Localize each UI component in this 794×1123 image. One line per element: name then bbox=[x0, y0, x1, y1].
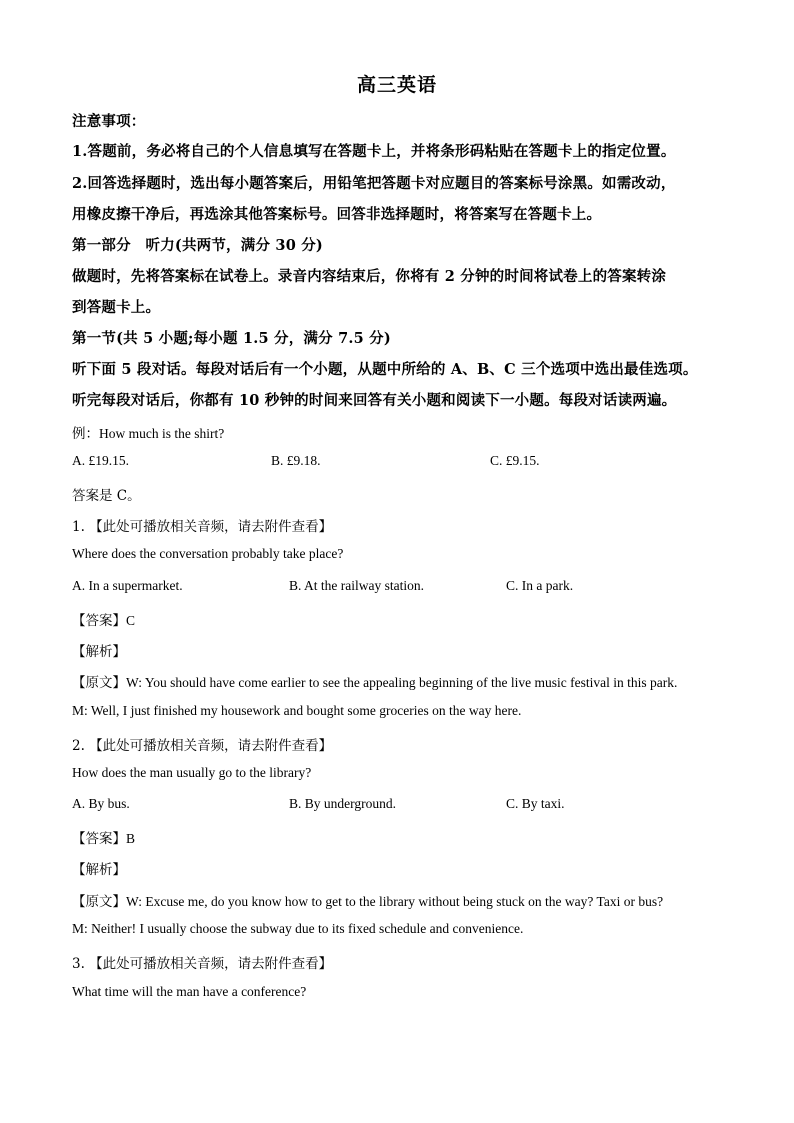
q1-option-c: C. In a park. bbox=[506, 578, 574, 593]
q1-original-w: W: You should have come earlier to see the appealing beginning of the live music festival in this park. bbox=[126, 675, 678, 690]
q2-option-c: C. By taxi. bbox=[506, 796, 565, 811]
section1-instruction-line-1: 听下面 5 段对话。每段对话后有一个小题，从题中所给的 A、B、C 三个选项中选出最佳选项。 bbox=[72, 361, 698, 378]
q1-option-a: A. In a supermarket. bbox=[72, 578, 183, 593]
q2-answer-value: B bbox=[126, 831, 136, 846]
q2-audio-placeholder: 2. 【此处可播放相关音频，请去附件查看】 bbox=[72, 738, 333, 754]
example-option-c: C. £9.15. bbox=[490, 453, 540, 468]
q2-option-a: A. By bus. bbox=[72, 796, 130, 811]
q1-answer-row bbox=[72, 609, 135, 629]
notice-item-2-line-2: 用橡皮擦干净后，再选涂其他答案标号。回答非选择题时，将答案写在答题卡上。 bbox=[72, 206, 602, 223]
part1-instruction-line-2: 到答题卡上。 bbox=[72, 299, 161, 316]
q2-original-w: W: Excuse me, do you know how to get to the library without being stuck on the way? Taxi or bus? bbox=[126, 894, 664, 909]
section1-instruction-line-2: 听完每段对话后，你都有 10 秒钟的时间来回答有关小题和阅读下一小题。每段对话读两遍。 bbox=[72, 392, 677, 409]
example-option-a: A. £19.15. bbox=[72, 453, 129, 468]
q2-answer-label: 【答案】 bbox=[72, 831, 126, 847]
notice-item-1: 1.答题前，务必将自己的个人信息填写在答题卡上，并将条形码粘贴在答题卡上的指定位置。 bbox=[72, 143, 676, 160]
q3-question: What time will the man have a conference? bbox=[72, 984, 307, 999]
q2-answer-row bbox=[72, 827, 135, 847]
q2-original-w-row bbox=[72, 890, 663, 910]
q2-question: How does the man usually go to the library? bbox=[72, 765, 312, 780]
page-title: 高三英语 bbox=[356, 74, 437, 96]
part1-instruction-line-1: 做题时，先将答案标在试卷上。录音内容结束后，你将有 2 分钟的时间将试卷上的答案转涂 bbox=[72, 268, 667, 285]
example-question: 例：How much is the shirt? bbox=[72, 426, 225, 441]
q1-audio-placeholder: 1. 【此处可播放相关音频，请去附件查看】 bbox=[72, 519, 333, 535]
part1-heading: 第一部分 听力(共两节，满分 30 分) bbox=[72, 237, 323, 254]
section1-heading: 第一节(共 5 小题;每小题 1.5 分，满分 7.5 分) bbox=[72, 330, 391, 347]
q1-question: Where does the conversation probably take place? bbox=[72, 546, 344, 561]
example-answer: 答案是 C。 bbox=[72, 488, 141, 504]
q1-answer-value: C bbox=[126, 613, 136, 628]
q1-analysis-label: 【解析】 bbox=[72, 644, 126, 660]
q2-original-m: M: Neither! I usually choose the subway due to its fixed schedule and convenience. bbox=[72, 921, 524, 936]
q1-original-label: 【原文】 bbox=[72, 675, 126, 691]
q1-original-m: M: Well, I just finished my housework and bought some groceries on the way here. bbox=[72, 703, 522, 718]
q1-answer-label: 【答案】 bbox=[72, 613, 126, 629]
example-option-b: B. £9.18. bbox=[271, 453, 321, 468]
q1-option-b: B. At the railway station. bbox=[289, 578, 424, 593]
q1-original-w-row bbox=[72, 671, 677, 691]
q2-original-label: 【原文】 bbox=[72, 894, 126, 910]
q2-option-b: B. By underground. bbox=[289, 796, 396, 811]
q3-audio-placeholder: 3. 【此处可播放相关音频，请去附件查看】 bbox=[72, 956, 333, 972]
notice-item-2-line-1: 2.回答选择题时，选出每小题答案后，用铅笔把答题卡对应题目的答案标号涂黑。如需改动， bbox=[72, 175, 676, 192]
notice-heading: 注意事项： bbox=[72, 113, 146, 130]
q2-analysis-label: 【解析】 bbox=[72, 862, 126, 878]
